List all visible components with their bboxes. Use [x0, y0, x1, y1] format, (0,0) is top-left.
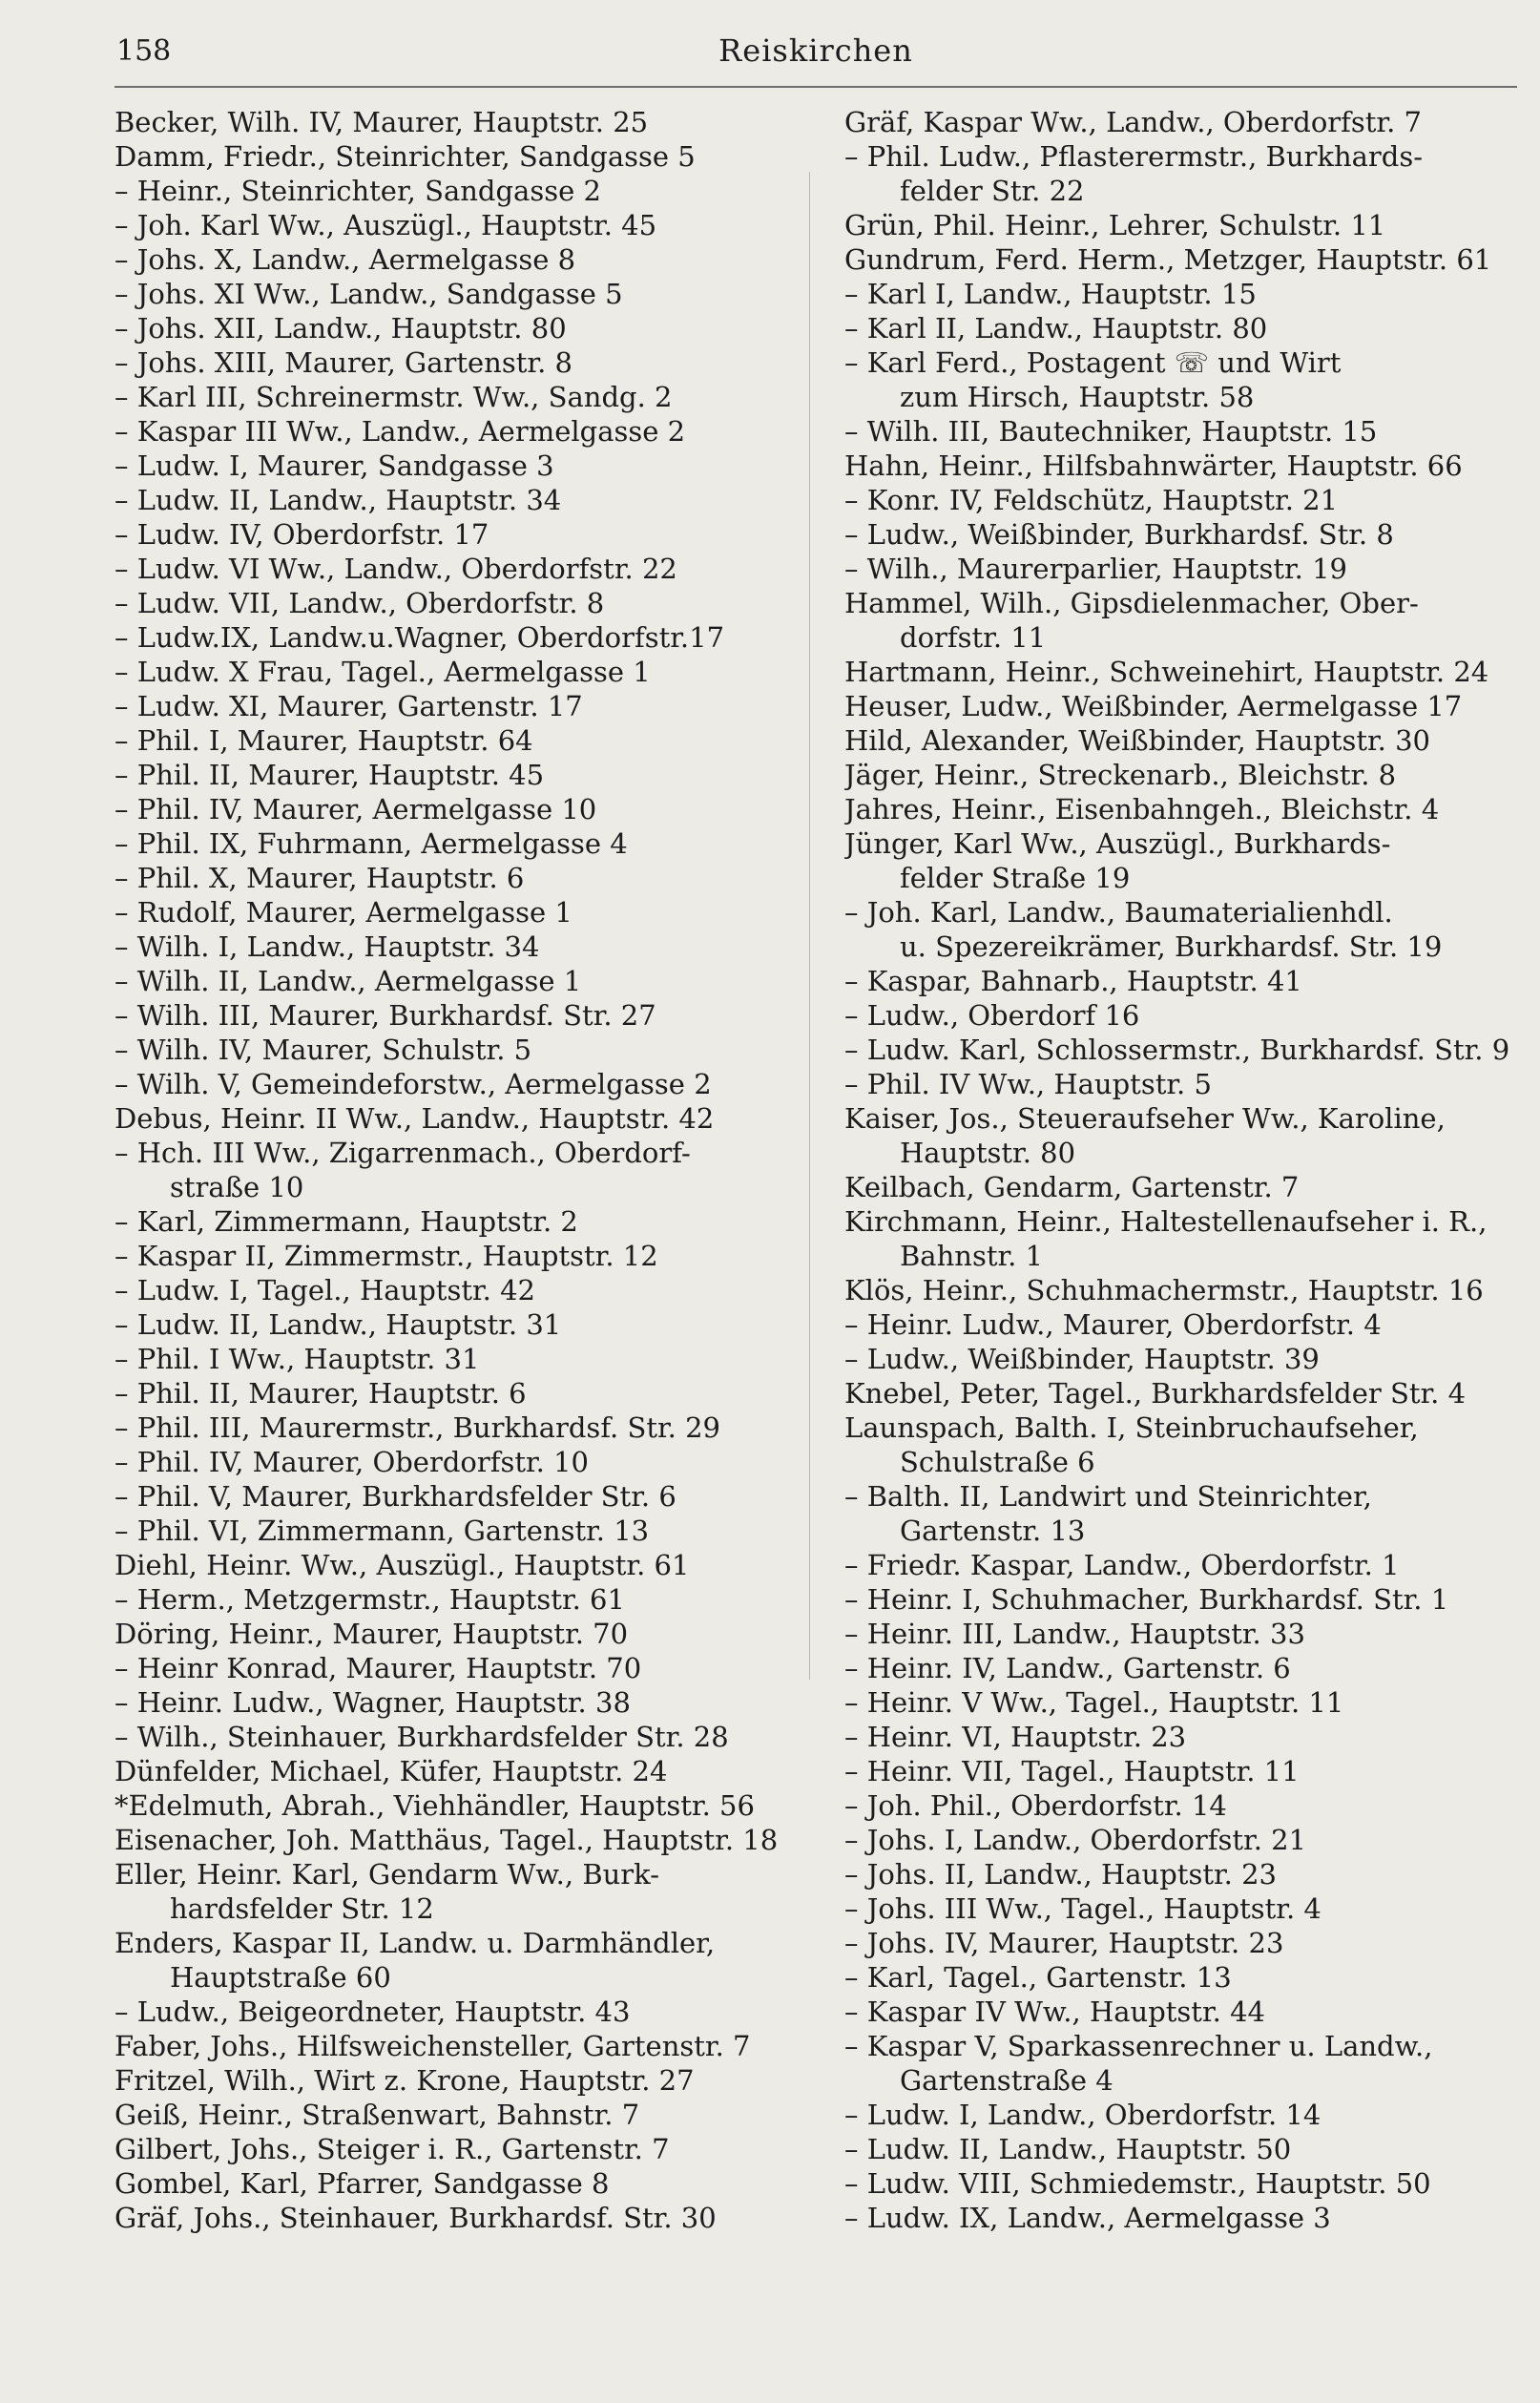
- directory-entry: – Kaspar III Ww., Landw., Aermelgasse 2: [114, 415, 686, 448]
- directory-entry: – Ludw., Weißbinder, Burkhardsf. Str. 8: [844, 518, 1394, 551]
- directory-entry: – Ludw. IV, Oberdorfstr. 17: [114, 518, 489, 551]
- directory-entry: – Ludw. XI, Maurer, Gartenstr. 17: [114, 690, 583, 722]
- directory-entry: – Ludw., Oberdorf 16: [844, 999, 1140, 1032]
- directory-entry: – Phil. II, Maurer, Hauptstr. 6: [114, 1377, 527, 1410]
- directory-entry: – Phil. I Ww., Hauptstr. 31: [114, 1343, 480, 1375]
- directory-entry: – Phil. IX, Fuhrmann, Aermelgasse 4: [114, 827, 628, 860]
- directory-entry: – Johs. I, Landw., Oberdorfstr. 21: [844, 1824, 1307, 1856]
- directory-entry: – Wilh. III, Bautechniker, Hauptstr. 15: [844, 415, 1378, 448]
- directory-entry: – Ludw. II, Landw., Hauptstr. 31: [114, 1308, 562, 1341]
- directory-entry: Gräf, Johs., Steinhauer, Burkhardsf. Str. 30: [114, 2202, 717, 2234]
- directory-entry: Dünfelder, Michael, Küfer, Hauptstr. 24: [114, 1755, 668, 1787]
- directory-entry: – Balth. II, Landwirt und Steinrichter,: [844, 1480, 1372, 1513]
- directory-entry: – Wilh. II, Landw., Aermelgasse 1: [114, 965, 582, 997]
- directory-entry: Kirchmann, Heinr., Haltestellenaufseher i. R.,: [844, 1205, 1488, 1238]
- directory-entry: Jünger, Karl Ww., Auszügl., Burkhards-: [844, 827, 1391, 860]
- directory-entry: – Karl II, Landw., Hauptstr. 80: [844, 312, 1268, 345]
- directory-entry: – Johs. XIII, Maurer, Gartenstr. 8: [114, 346, 572, 379]
- directory-entry: Klös, Heinr., Schuhmachermstr., Hauptstr. 16: [844, 1274, 1484, 1306]
- directory-entry: – Herm., Metzgermstr., Hauptstr. 61: [114, 1583, 625, 1616]
- directory-entry: Hahn, Heinr., Hilfsbahnwärter, Hauptstr. 66: [844, 449, 1463, 482]
- directory-entry: Döring, Heinr., Maurer, Hauptstr. 70: [114, 1618, 629, 1650]
- directory-entry: – Joh. Karl, Landw., Baumaterialienhdl.: [844, 896, 1393, 929]
- directory-entry: – Phil. I, Maurer, Hauptstr. 64: [114, 724, 533, 757]
- directory-column-right: [844, 105, 1522, 2235]
- directory-entry: – Karl, Zimmermann, Hauptstr. 2: [114, 1205, 578, 1238]
- directory-entry: Gundrum, Ferd. Herm., Metzger, Hauptstr. 61: [844, 243, 1492, 276]
- directory-entry: – Ludw. I, Landw., Oberdorfstr. 14: [844, 2099, 1321, 2131]
- directory-entry: Grün, Phil. Heinr., Lehrer, Schulstr. 11: [844, 209, 1386, 241]
- directory-entry: – Joh. Phil., Oberdorfstr. 14: [844, 1789, 1227, 1822]
- directory-entry: – Ludw. I, Maurer, Sandgasse 3: [114, 449, 554, 482]
- directory-entry: Knebel, Peter, Tagel., Burkhardsfelder Str. 4: [844, 1377, 1467, 1410]
- directory-entry: – Karl III, Schreinermstr. Ww., Sandg. 2: [114, 381, 673, 413]
- directory-entry: – Phil. V, Maurer, Burkhardsfelder Str. 6: [114, 1480, 676, 1513]
- directory-entry: – Johs. X, Landw., Aermelgasse 8: [114, 243, 576, 276]
- directory-entry: – Heinr. Ludw., Maurer, Oberdorfstr. 4: [844, 1308, 1382, 1341]
- column-divider: [809, 172, 810, 1680]
- directory-entry: – Phil. II, Maurer, Hauptstr. 45: [114, 759, 545, 791]
- directory-entry: Gombel, Karl, Pfarrer, Sandgasse 8: [114, 2167, 610, 2200]
- page-header: [114, 29, 1517, 88]
- directory-entry: – Phil. III, Maurermstr., Burkhardsf. Str. 29: [114, 1411, 720, 1444]
- directory-entry: – Heinr. IV, Landw., Gartenstr. 6: [844, 1652, 1291, 1684]
- directory-entry: – Ludw. II, Landw., Hauptstr. 50: [844, 2133, 1292, 2165]
- directory-entry: Hauptstr. 80: [900, 1137, 1076, 1169]
- directory-entry: – Konr. IV, Feldschütz, Hauptstr. 21: [844, 484, 1339, 516]
- directory-entry: – Johs. XII, Landw., Hauptstr. 80: [114, 312, 567, 345]
- directory-entry: – Phil. VI, Zimmermann, Gartenstr. 13: [114, 1515, 650, 1547]
- directory-entry: Diehl, Heinr. Ww., Auszügl., Hauptstr. 61: [114, 1549, 690, 1581]
- directory-entry: u. Spezereikrämer, Burkhardsf. Str. 19: [900, 930, 1443, 963]
- directory-entry: Faber, Johs., Hilfsweichensteller, Gartenstr. 7: [114, 2030, 751, 2062]
- directory-entry: – Wilh. III, Maurer, Burkhardsf. Str. 27: [114, 999, 656, 1032]
- directory-entry: – Wilh., Steinhauer, Burkhardsfelder Str. 28: [114, 1721, 729, 1753]
- directory-entry: Gartenstraße 4: [900, 2064, 1113, 2097]
- directory-entry: – Heinr. V Ww., Tagel., Hauptstr. 11: [844, 1686, 1344, 1719]
- directory-entry: – Heinr. Ludw., Wagner, Hauptstr. 38: [114, 1686, 631, 1719]
- directory-entry: straße 10: [170, 1171, 304, 1203]
- directory-entry: – Kaspar, Bahnarb., Hauptstr. 41: [844, 965, 1302, 997]
- directory-entry: Bahnstr. 1: [900, 1240, 1044, 1272]
- directory-entry: Keilbach, Gendarm, Gartenstr. 7: [844, 1171, 1300, 1203]
- directory-entry: – Ludw. IX, Landw., Aermelgasse 3: [844, 2202, 1331, 2234]
- page-number: 158: [116, 34, 172, 68]
- directory-entry: – Johs. III Ww., Tagel., Hauptstr. 4: [844, 1892, 1321, 1925]
- directory-entry: Hammel, Wilh., Gipsdielenmacher, Ober-: [844, 587, 1419, 619]
- directory-entry: – Phil. IV, Maurer, Aermelgasse 10: [114, 793, 597, 825]
- directory-entry: zum Hirsch, Hauptstr. 58: [900, 381, 1255, 413]
- directory-entry: Launspach, Balth. I, Steinbruchaufseher,: [844, 1411, 1419, 1444]
- directory-entry: – Ludw. X Frau, Tagel., Aermelgasse 1: [114, 656, 651, 688]
- directory-entry: Damm, Friedr., Steinrichter, Sandgasse 5: [114, 140, 696, 173]
- directory-entry: – Phil. IV, Maurer, Oberdorfstr. 10: [114, 1446, 589, 1478]
- directory-entry: Gartenstr. 13: [900, 1515, 1086, 1547]
- directory-entry: – Heinr. I, Schuhmacher, Burkhardsf. Str. 1: [844, 1583, 1449, 1616]
- directory-entry: – Kaspar IV Ww., Hauptstr. 44: [844, 1996, 1265, 2028]
- directory-entry: – Ludw. VI Ww., Landw., Oberdorfstr. 22: [114, 553, 677, 585]
- directory-entry: Hauptstraße 60: [170, 1961, 391, 1994]
- directory-entry: – Kaspar II, Zimmermstr., Hauptstr. 12: [114, 1240, 658, 1272]
- directory-entry: – Hch. III Ww., Zigarrenmach., Oberdorf-: [114, 1137, 691, 1169]
- directory-entry: – Wilh. IV, Maurer, Schulstr. 5: [114, 1034, 532, 1066]
- directory-entry: – Heinr. III, Landw., Hauptstr. 33: [844, 1618, 1305, 1650]
- directory-entry: – Karl Ferd., Postagent ☏ und Wirt: [844, 346, 1342, 379]
- directory-entry: felder Straße 19: [900, 862, 1131, 894]
- directory-entry: felder Str. 22: [900, 175, 1085, 207]
- directory-entry: Enders, Kaspar II, Landw. u. Darmhändler,: [114, 1927, 716, 1959]
- directory-entry: Gräf, Kaspar Ww., Landw., Oberdorfstr. 7: [844, 106, 1422, 138]
- directory-entry: – Heinr. VI, Hauptstr. 23: [844, 1721, 1187, 1753]
- directory-entry: – Ludw. Karl, Schlossermstr., Burkhardsf. Str. 9: [844, 1034, 1510, 1066]
- directory-entry: Jahres, Heinr., Eisenbahngeh., Bleichstr. 4: [844, 793, 1440, 825]
- directory-entry: – Johs. XI Ww., Landw., Sandgasse 5: [114, 278, 623, 310]
- directory-entry: – Ludw. I, Tagel., Hauptstr. 42: [114, 1274, 535, 1306]
- directory-entry: Geiß, Heinr., Straßenwart, Bahnstr. 7: [114, 2099, 640, 2131]
- directory-entry: – Joh. Karl Ww., Auszügl., Hauptstr. 45: [114, 209, 657, 241]
- directory-entry: Eisenacher, Joh. Matthäus, Tagel., Hauptstr. 18: [114, 1824, 779, 1856]
- directory-entry: Heuser, Ludw., Weißbinder, Aermelgasse 17: [844, 690, 1463, 722]
- directory-entry: – Karl, Tagel., Gartenstr. 13: [844, 1961, 1232, 1994]
- directory-entry: – Phil. IV Ww., Hauptstr. 5: [844, 1068, 1212, 1100]
- directory-entry: – Wilh. V, Gemeindeforstw., Aermelgasse 2: [114, 1068, 712, 1100]
- directory-entry: Hartmann, Heinr., Schweinehirt, Hauptstr. 24: [844, 656, 1489, 688]
- directory-entry: – Johs. IV, Maurer, Hauptstr. 23: [844, 1927, 1284, 1959]
- directory-entry: – Johs. II, Landw., Hauptstr. 23: [844, 1858, 1277, 1891]
- directory-entry: – Heinr. VII, Tagel., Hauptstr. 11: [844, 1755, 1300, 1787]
- directory-entry: – Wilh., Maurerparlier, Hauptstr. 19: [844, 553, 1348, 585]
- directory-entry: *Edelmuth, Abrah., Viehhändler, Hauptstr. 56: [114, 1789, 755, 1822]
- directory-entry: – Ludw., Beigeordneter, Hauptstr. 43: [114, 1996, 631, 2028]
- directory-entry: Fritzel, Wilh., Wirt z. Krone, Hauptstr. 27: [114, 2064, 695, 2097]
- directory-entry: – Rudolf, Maurer, Aermelgasse 1: [114, 896, 572, 929]
- directory-entry: – Heinr., Steinrichter, Sandgasse 2: [114, 175, 601, 207]
- directory-entry: Jäger, Heinr., Streckenarb., Bleichstr. 8: [844, 759, 1397, 791]
- directory-entry: Schulstraße 6: [900, 1446, 1095, 1478]
- directory-entry: – Ludw.IX, Landw.u.Wagner, Oberdorfstr.17: [114, 621, 725, 654]
- directory-entry: – Kaspar V, Sparkassenrechner u. Landw.,: [844, 2030, 1433, 2062]
- directory-entry: – Wilh. I, Landw., Hauptstr. 34: [114, 930, 540, 963]
- directory-entry: Eller, Heinr. Karl, Gendarm Ww., Burk-: [114, 1858, 660, 1891]
- directory-entry: – Ludw. VIII, Schmiedemstr., Hauptstr. 50: [844, 2167, 1431, 2200]
- directory-column-left: [114, 105, 806, 2235]
- directory-entry: – Ludw. VII, Landw., Oberdorfstr. 8: [114, 587, 605, 619]
- directory-entry: Hild, Alexander, Weißbinder, Hauptstr. 30: [844, 724, 1431, 757]
- directory-entry: dorfstr. 11: [900, 621, 1047, 654]
- directory-entry: Becker, Wilh. IV, Maurer, Hauptstr. 25: [114, 106, 649, 138]
- directory-entry: – Friedr. Kaspar, Landw., Oberdorfstr. 1: [844, 1549, 1400, 1581]
- directory-entry: – Phil. Ludw., Pflasterermstr., Burkhards-: [844, 140, 1424, 173]
- directory-entry: – Ludw., Weißbinder, Hauptstr. 39: [844, 1343, 1320, 1375]
- directory-entry: – Ludw. II, Landw., Hauptstr. 34: [114, 484, 562, 516]
- directory-entry: Kaiser, Jos., Steueraufseher Ww., Karoline,: [844, 1102, 1446, 1135]
- directory-entry: Debus, Heinr. II Ww., Landw., Hauptstr. 42: [114, 1102, 715, 1135]
- directory-entry: – Karl I, Landw., Hauptstr. 15: [844, 278, 1257, 310]
- running-title: Reiskirchen: [718, 32, 913, 69]
- directory-entry: – Heinr Konrad, Maurer, Hauptstr. 70: [114, 1652, 642, 1684]
- directory-entry: Gilbert, Johs., Steiger i. R., Gartenstr. 7: [114, 2133, 670, 2165]
- directory-entry: – Phil. X, Maurer, Hauptstr. 6: [114, 862, 525, 894]
- directory-entry: hardsfelder Str. 12: [170, 1892, 434, 1925]
